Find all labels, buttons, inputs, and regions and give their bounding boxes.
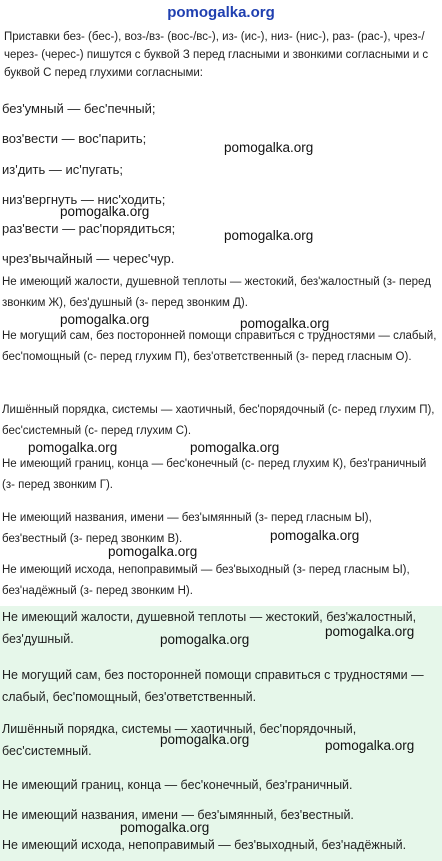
watermark: pomogalka.org xyxy=(224,140,314,155)
summary-line: Не имеющий жалости, душевной теплоты — жестокий, без'жалостный, без'душный. xyxy=(2,610,417,646)
watermark: pomogalka.org xyxy=(160,732,250,747)
watermark: pomogalka.org xyxy=(224,228,314,243)
example-line: без'умный — бес'печный; xyxy=(2,101,156,116)
example-line: чрез'вычайный — черес'чур. xyxy=(2,251,175,266)
example-line: из'дить — ис'пугать; xyxy=(2,162,124,177)
paragraph: Не имеющий границ, конца — бес'конечный (с- перед глухим К), без'граничный (з- перед звонким Г). xyxy=(2,458,427,491)
paragraph: Лишённый порядка, системы — хаотичный, бес'порядочный (с- перед глухим П), бес'системный (с- перед глухим С). xyxy=(2,404,435,437)
watermark: pomogalka.org xyxy=(108,544,198,559)
watermark: pomogalka.org xyxy=(160,632,250,647)
summary-line: Не имеющий границ, конца — бес'конечный, без'граничный. xyxy=(2,778,353,792)
paragraph: Не имеющий исхода, непоправимый — без'выходный (з- перед гласным Ы), без'надёжный (з- перед звонким Н). xyxy=(2,564,410,597)
rule-text: Приставки без- (бес-), воз-/вз- (вос-/вс-), из- (ис-), низ- (нис-), раз- (рас-), чрез-/через- (черес-) пишутся с буквой З перед гласными и звонкими согласными и с буквой С перед глухими согласными: xyxy=(4,31,429,79)
paragraph: Не могущий сам, без посторонней помощи справиться с трудностями — слабый, бес'помощный (с- перед глухим П), без'ответственный (з- перед гласным О). xyxy=(2,330,437,363)
watermark: pomogalka.org xyxy=(270,528,360,543)
watermark: pomogalka.org xyxy=(240,316,330,331)
summary-line: Не имеющий исхода, непоправимый — без'выходный, без'надёжный. xyxy=(2,838,407,852)
summary-line: Не имеющий названия, имени — без'ымянный, без'вестный. xyxy=(2,808,354,822)
watermark: pomogalka.org xyxy=(120,820,210,835)
watermark: pomogalka.org xyxy=(60,204,150,219)
site-header[interactable]: pomogalka.org xyxy=(167,4,275,21)
paragraph: Не имеющий названия, имени — без'ымянный (з- перед гласным Ы), без'вестный (з- перед звонким В). xyxy=(2,512,372,545)
watermark: pomogalka.org xyxy=(190,440,280,455)
summary-line: Не могущий сам, без посторонней помощи справиться с трудностями — слабый, бес'помощный, без'ответственный. xyxy=(2,668,424,704)
summary-line: Лишённый порядка, системы — хаотичный, бес'порядочный, бес'системный. xyxy=(2,722,357,758)
watermark: pomogalka.org xyxy=(325,624,415,639)
watermark: pomogalka.org xyxy=(28,440,118,455)
example-line: низ'вергнуть — нис'ходить; xyxy=(2,192,166,207)
watermark: pomogalka.org xyxy=(325,738,415,753)
watermark: pomogalka.org xyxy=(60,312,150,327)
example-line: воз'вести — вос'парить; xyxy=(2,131,147,146)
paragraph: Не имеющий жалости, душевной теплоты — жестокий, без'жалостный (з- перед звонким Ж), без'душный (з- перед звонким Д). xyxy=(2,276,431,309)
example-line: раз'вести — рас'порядиться; xyxy=(2,221,176,236)
